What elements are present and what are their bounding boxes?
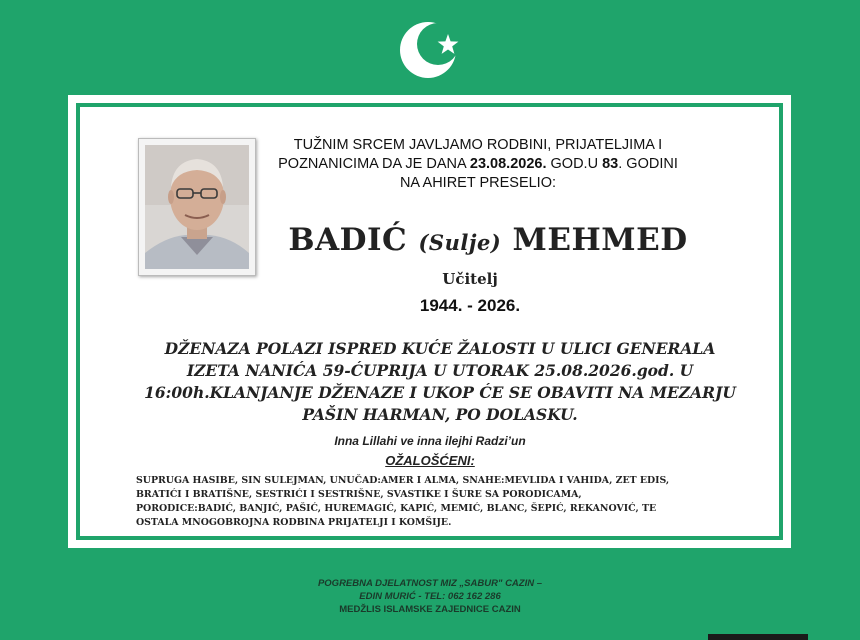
crescent-star-icon <box>398 18 462 82</box>
mourners-line-3: PORODICE:BADIĆ, BANJIĆ, PAŠIĆ, HUREMAGIĆ, KAPIĆ, MEMIĆ, BLANC, ŠEPIĆ, REKANOVIĆ, TE <box>136 503 657 514</box>
given-name: MEHMED <box>512 222 688 258</box>
prayer-phrase: Inna Lillahi ve inna ilejhi Radzi’un <box>334 434 526 448</box>
funeral-line-2: IZETA NANIĆA 59-ĆUPRIJA U UTORAK 25.08.2026.god. U <box>186 361 694 380</box>
funeral-line-1: DŽENAZA POLAZI ISPRED KUĆE ŽALOSTI U ULICI GENERALA <box>164 339 716 358</box>
mourners-line-2: BRATIĆI I BRATIŠNE, SESTRIĆI I SESTRIŠNE, SVASTIKE I ŠURE SA PORODICAMA, <box>136 489 582 500</box>
mourners-heading: OŽALOŠĆENI: <box>385 453 475 468</box>
father-name: (Sulje) <box>418 230 502 255</box>
intro-line-3: NA AHIRET PRESELIO: <box>399 175 557 191</box>
scan-edge-mark <box>708 634 808 640</box>
portrait-photo <box>138 138 256 276</box>
funeral-line-3: 16:00h.KLANJANJE DŽENAZE I UKOP ĆE SE OBAVITI NA MEZARJU <box>144 383 736 402</box>
footer-line-3: MEDŽLIS ISLAMSKE ZAJEDNICE CAZIN <box>339 604 521 615</box>
surname: BADIĆ <box>288 222 408 258</box>
announcement-intro <box>268 136 688 193</box>
age: 83 <box>602 156 619 172</box>
intro-line-2 <box>268 155 688 174</box>
life-years: 1944. - 2026. <box>419 296 521 315</box>
portrait-illustration <box>145 145 249 269</box>
funeral-line-4: PAŠIN HARMAN, PO DOLASKU. <box>302 405 578 424</box>
intro-line-2-end: . GODINI <box>618 156 678 172</box>
footer-line-2: EDIN MURIĆ - TEL: 062 162 286 <box>359 591 501 602</box>
intro-line-2-start: POZNANICIMA DA JE DANA <box>278 156 470 172</box>
funeral-details <box>120 338 760 426</box>
intro-line-1: TUŽNIM SRCEM JAVLJAMO RODBINI, PRIJATELJIMA I <box>293 137 663 153</box>
footer-line-1: POGREBNA DJELATNOST MIZ „SABUR" CAZIN – <box>317 578 543 589</box>
funeral-service-footer <box>230 577 630 616</box>
mourners-line-4: OSTALA MNOGOBROJNA RODBINA PRIJATELJI I KOMŠIJE. <box>136 517 452 528</box>
date-of-death: 23.08.2026. <box>469 156 547 172</box>
mourners-list <box>136 474 736 530</box>
intro-line-2-mid: GOD.U <box>546 156 603 172</box>
mourners-line-1: SUPRUGA HASIBE, SIN SULEJMAN, UNUČAD:AMER I ALMA, SNAHE:MEVLIDA I VAHIDA, ZET EDIS, <box>136 475 670 486</box>
occupation: Učitelj <box>442 270 498 288</box>
deceased-name <box>268 222 708 258</box>
